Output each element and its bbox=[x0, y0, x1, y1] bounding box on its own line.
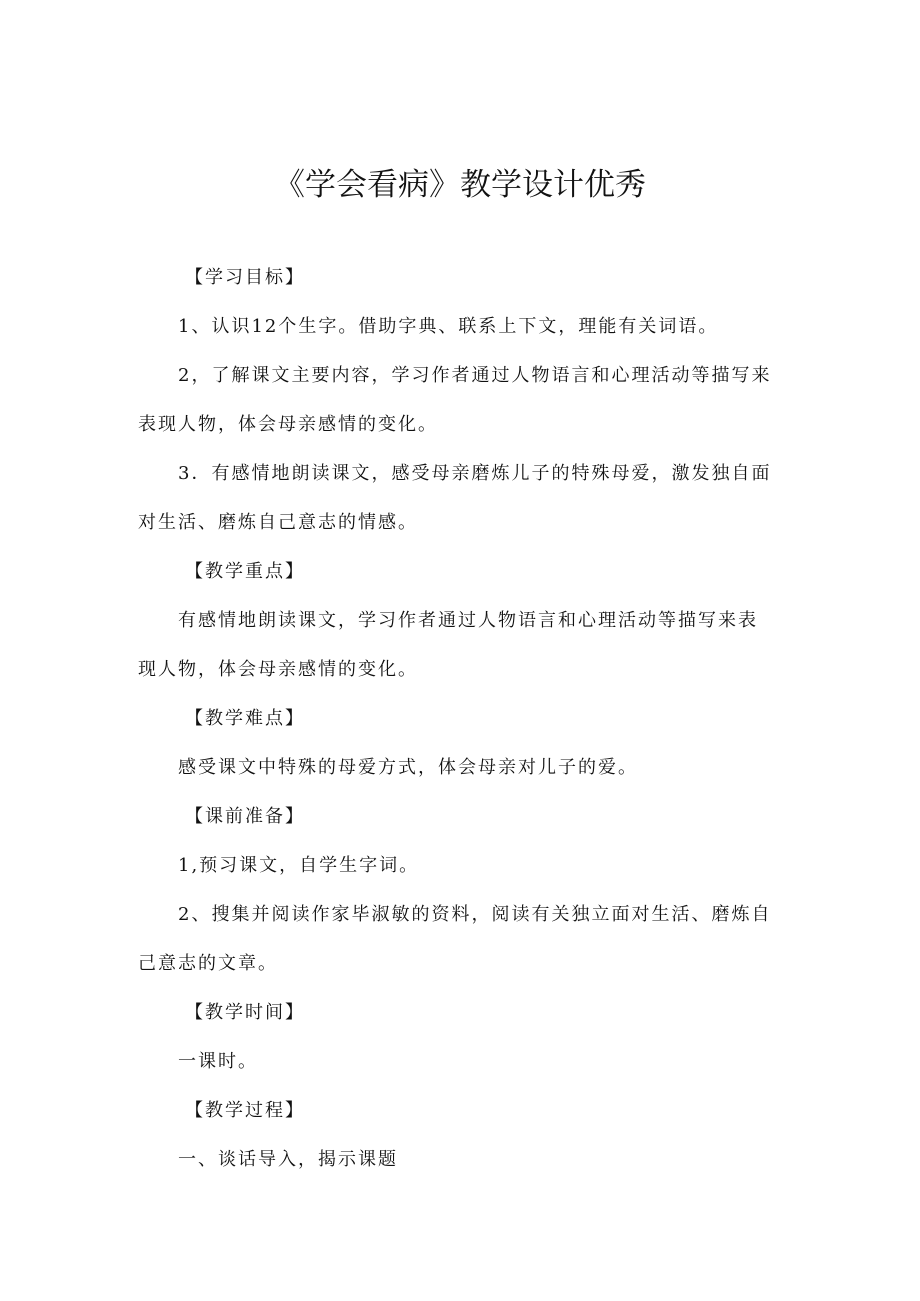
preparation-item-1: 1,预习课文，自学生字词。 bbox=[178, 855, 420, 876]
process-step-1: 一、谈话导入，揭示课题 bbox=[178, 1149, 398, 1170]
objective-item-3-line-1: 3．有感情地朗读课文，感受母亲磨炼儿子的特殊母爱，激发独自面 bbox=[178, 463, 772, 484]
objective-item-2-line-1: 2，了解课文主要内容，学习作者通过人物语言和心理活动等描写来 bbox=[178, 365, 772, 386]
heading-key-points: 【教学重点】 bbox=[185, 561, 305, 582]
heading-teaching-time: 【教学时间】 bbox=[185, 1002, 305, 1023]
objective-item-1: 1、认识12个生字。借助字典、联系上下文，理能有关词语。 bbox=[178, 316, 719, 337]
key-points-line-2: 现人物，体会母亲感情的变化。 bbox=[138, 659, 418, 680]
teaching-time-line-1: 一课时。 bbox=[178, 1051, 258, 1072]
preparation-item-2-line-2: 己意志的文章。 bbox=[138, 953, 278, 974]
heading-preparation: 【课前准备】 bbox=[185, 806, 305, 827]
heading-difficulties: 【教学难点】 bbox=[185, 708, 305, 729]
heading-teaching-process: 【教学过程】 bbox=[185, 1100, 305, 1121]
objective-item-2-line-2: 表现人物，体会母亲感情的变化。 bbox=[138, 414, 438, 435]
heading-learning-objectives: 【学习目标】 bbox=[185, 267, 305, 288]
difficulties-line-1: 感受课文中特殊的母爱方式，体会母亲对儿子的爱。 bbox=[178, 757, 638, 778]
objective-item-3-line-2: 对生活、磨炼自己意志的情感。 bbox=[138, 512, 418, 533]
document-title: 《学会看病》教学设计优秀 bbox=[274, 167, 646, 203]
preparation-item-2-line-1: 2、搜集并阅读作家毕淑敏的资料，阅读有关独立面对生活、磨炼自 bbox=[178, 904, 772, 925]
key-points-line-1: 有感情地朗读课文，学习作者通过人物语言和心理活动等描写来表 bbox=[178, 610, 758, 631]
